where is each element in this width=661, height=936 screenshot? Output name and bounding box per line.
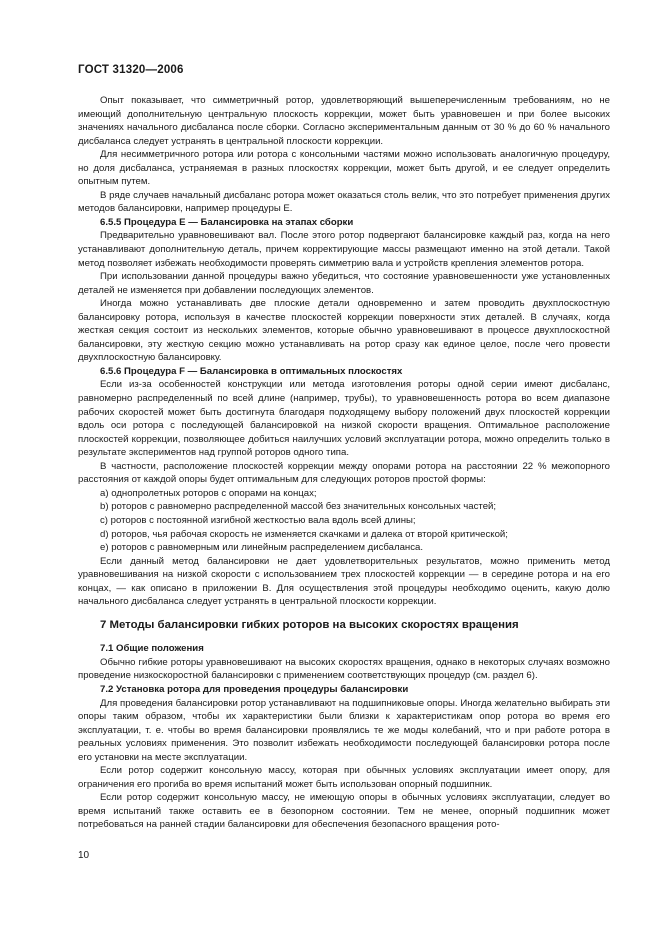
- section-heading: 7 Методы балансировки гибких роторов на высоких скоростях вращения: [100, 618, 519, 631]
- paragraph: Если данный метод балансировки не дает удовлетворительных результатов, можно применить метод уравновешивания на низкой скорости с использованием трех плоскостей коррекции — в середине ротора и на его концах, — как описано в приложении В. Для осуществления этой процедуры необходимо оценить, какую долю начального дисбаланса следует устранять в центральной плоскости коррекции.: [78, 555, 610, 608]
- paragraph: В ряде случаев начальный дисбаланс ротора может оказаться столь велик, что это потребует применения других методов балансировки, например процедуры Е.: [78, 189, 610, 215]
- section-heading: 7.2 Установка ротора для проведения процедуры балансировки: [100, 683, 409, 695]
- section-heading: 7.1 Общие положения: [100, 643, 204, 655]
- list-item: е) роторов с равномерным или линейным распределением дисбаланса.: [100, 542, 424, 554]
- paragraph: При использовании данной процедуры важно убедиться, что состояние уравновешенности уже установленных деталей не изменяется при добавлении последующих элементов.: [78, 271, 610, 296]
- paragraph: Если ротор содержит консольную массу, не имеющую опоры в обычных условиях эксплуатации, следует во время испытаний также оставить ее в безопорном состоянии. Тем не менее, опорный подшипник может потребоваться на ранней стадии балансировки для обеспечения безопасного вращения рото-: [78, 792, 610, 831]
- paragraph: Для проведения балансировки ротор устанавливают на подшипниковые опоры. Иногда желательно выбирать эти опоры таким образом, чтобы их характеристики были близки к характеристикам опор ротора во время его эксплуатации, т. е. чтобы во время балансировки проявлялись те же моды колебаний, что и при работе ротора в реальных условиях применения. Это позволит избежать необходимости последующей балансировки ротора после его установки на месте эксплуатации.: [78, 697, 610, 763]
- paragraph: Для несимметричного ротора или ротора с консольными частями можно использовать аналогичную процедуру, но доля дисбаланса, устраняемая в разных плоскостях коррекции, может быть другой, и ее следует определить опытным путем.: [78, 149, 610, 188]
- page-body: [78, 94, 610, 832]
- section-heading: 6.5.6 Процедура F — Балансировка в оптимальных плоскостях: [100, 365, 403, 377]
- list-item: d) роторов, чья рабочая скорость не изменяется скачками и далека от второй критической;: [100, 528, 508, 540]
- section-heading: 6.5.5 Процедура Е — Балансировка на этапах сборки: [100, 216, 354, 228]
- paragraph: Обычно гибкие роторы уравновешивают на высоких скоростях вращения, однако в некоторых случаях возможно проведение низкоскоростной балансировки с применением соответствующих процедур (см. раздел 6).: [78, 656, 610, 682]
- document-header: ГОСТ 31320—2006: [78, 64, 184, 76]
- paragraph: Если из-за особенностей конструкции или метода изготовления роторы одной серии имеют дисбаланс, равномерно распределенный по всей длине (например, трубы), то уравновешенность ротора во всем диапазоне рабочих скоростей может быть достигнута благодаря подходящему выбору положений двух плоскостей коррекции вдоль оси ротора с последующей балансировкой на низкой скорости вращения. Оптимальное расположение плоскостей коррекции, позволяющее добиться наилучших условий эксплуатации ротора, можно определить только в результате экспериментов над группой роторов одного типа.: [78, 379, 610, 459]
- list-item: с) роторов с постоянной изгибной жесткостью вала вдоль всей длины;: [100, 514, 416, 526]
- list-item: а) однопролетных роторов с опорами на концах;: [100, 487, 317, 499]
- paragraph: Предварительно уравновешивают вал. После этого ротор подвергают балансировке каждый раз, когда на него устанавливают дополнительную деталь, причем корректирующие массы размещают именно на этой детали. Такой метод позволяет избежать необходимости проверять симметрию вала и устройств крепления элементов ротора.: [78, 230, 610, 269]
- list-item: b) роторов с равномерно распределенной массой без значительных консольных частей;: [100, 501, 497, 513]
- paragraph: Если ротор содержит консольную массу, которая при обычных условиях эксплуатации имеет опору, для ограничения его прогиба во время испытаний может быть использован опорный подшипник.: [78, 765, 610, 790]
- paragraph: Опыт показывает, что симметричный ротор, удовлетворяющий вышеперечисленным требованиям, но не имеющий дополнительную центральную плоскость коррекции, может быть уравновешен и при более высоких значениях начального дисбаланса после сборки. Согласно экспериментальным данным от 30 % до 60 % начального дисбаланса следует устранять в центральной плоскости коррекции.: [78, 95, 610, 147]
- paragraph: Иногда можно устанавливать две плоские детали одновременно и затем проводить двухплоскостную балансировку ротора, используя в качестве плоскостей коррекции поверхности этих деталей. В случаях, когда жесткая секция состоит из нескольких элементов, которые обычно уравновешивают в процессе двухплоскостной балансировки, эту жесткую секцию можно устанавливать на ротор сразу как единое целое, после чего провести двухплоскостную балансировку.: [78, 298, 610, 364]
- page-number: 10: [78, 850, 90, 861]
- paragraph: В частности, расположение плоскостей коррекции между опорами ротора на расстоянии 22 % межопорного расстояния от каждой опоры будет оптимальным для следующих роторов простой формы:: [78, 460, 610, 486]
